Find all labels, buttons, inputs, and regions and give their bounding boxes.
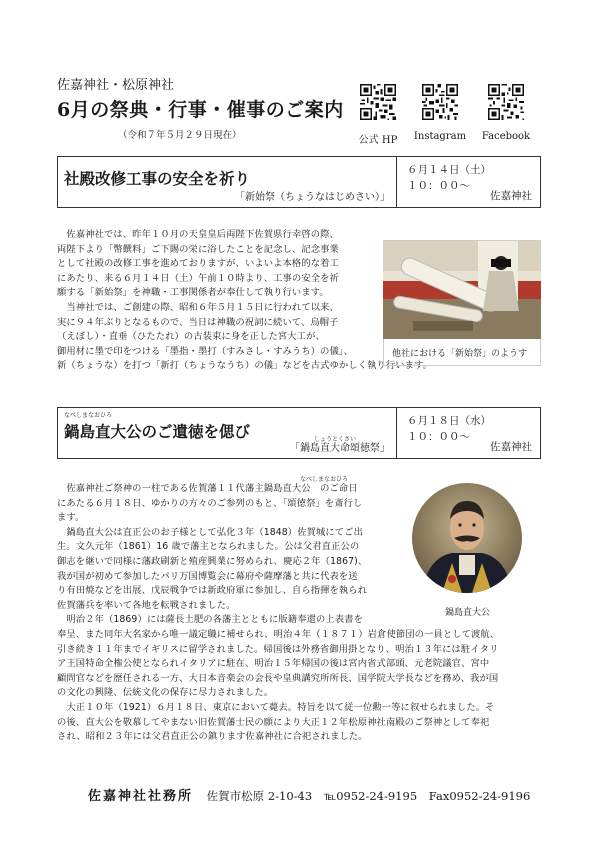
text-line: にあたる６月１８日、ゆかりの方々のご参列のもと、「頌徳祭」を斎行し (57, 497, 363, 509)
event1-place: 佐嘉神社 (490, 190, 532, 202)
event2-title: 鍋島直大公のご遺徳を偲び (64, 423, 251, 441)
event1-schedule-cell (397, 157, 540, 207)
text-line: にあたり、来る６月１４日（土）午前１０時より、工事の安全を祈 (57, 272, 339, 284)
text-line: として社殿の改修工事を進めておりますが、いよいよ本格的な着工 (57, 258, 339, 270)
qr-label: 公式 HP (358, 135, 398, 146)
event1-subtitle: 「新始祭（ちょうなはじめさい）」 (235, 192, 390, 203)
event2-title-cell (58, 408, 397, 458)
text-line: 両陛下より「幣饌料」ご下賜の栄に浴したことを記念し、記念事業 (57, 243, 339, 255)
footer-tel: ℡0952-24-9195 (323, 789, 418, 803)
qr-code-icon (360, 84, 396, 120)
event2-box (57, 407, 541, 459)
footer-fax: Fax0952-24-9196 (428, 789, 531, 803)
text-line: 佐嘉神社ご祭神の一柱である佐賀藩１１代藩主鍋島直大公 のご命日 (57, 483, 358, 494)
event1-time: １０：００～ (407, 180, 470, 192)
text-line: 引き続き１１年までイギリスに留学されました。帰国後は外務省御用掛となり、明治１３年には駐イタリ (57, 643, 499, 655)
text-line: 佐嘉神社では、昨年１０月の天皇皇后両陛下佐賀県行幸啓の際、 (57, 229, 339, 240)
as-of-date: （令和７年５月２９日現在） (118, 130, 242, 141)
ceremony-photo (383, 241, 541, 339)
text-line: 大正１０年（1921）６月１８日、東京において薨去。特旨を以て従一位勲一等に叙せられました。そ (57, 701, 495, 713)
event2-schedule-cell (397, 408, 540, 458)
shrine-names: 佐嘉神社・松原神社 (57, 78, 175, 93)
subtitle-ruby: しょうとくさい (313, 436, 356, 443)
text-line: され、昭和２３年には父君直正公の鎮ります佐嘉神社に合祀されました。 (57, 731, 368, 743)
event1-title-cell (58, 157, 397, 207)
event1-box (57, 156, 541, 208)
text-line: の後、直大公を敬慕してやまない旧佐賀藩士民の願により大正１２年松原神社南殿のご祭神として奉祀 (57, 716, 490, 728)
qr-code-icon (488, 84, 524, 120)
text-line: ます。 (57, 512, 85, 524)
text-line: 願する「新始祭」を神職・工事関係者が奉仕して執り行います。 (57, 287, 329, 299)
footer-address: 佐賀市松原 2-10-43 (206, 789, 313, 803)
title-ruby: なべしまなおひろ (64, 412, 113, 419)
text-line: 実に９４年ぶりとなるもので、当日は神職の祝詞に続いて、烏帽子 (57, 316, 339, 328)
event2-time: １０：００～ (407, 431, 470, 443)
footer-org: 佐嘉神社社務所 (88, 789, 194, 804)
page-title: 6月の祭典・行事・催事のご案内 (57, 99, 344, 121)
event2-subtitle: 「鍋島直大命頌徳祭」 (290, 443, 390, 454)
event2-date: ６月１８日（水） (407, 415, 491, 427)
event1-date: ６月１４日（土） (407, 164, 491, 176)
event2-place: 佐嘉神社 (490, 441, 532, 453)
text-line: 当神社では、ご創建の際、昭和６年５月１５日に行われて以来、 (57, 301, 339, 313)
portrait-caption: 鍋島直大公 (445, 608, 491, 618)
name-ruby: なべしまなおひろ (300, 476, 349, 483)
text-line: 佐賀藩兵を率いて各地を転戦されました。 (57, 599, 236, 611)
text-line: ア王国特命全権公使となられイタリアに駐在、明治１５年帰国の後は宮内省式部頭、元老院議官、宮中 (57, 658, 490, 670)
ceremony-photo-caption: 他社における「新始祭」のようす (392, 349, 528, 359)
qr-instagram[interactable] (405, 84, 475, 142)
qr-facebook[interactable] (471, 84, 541, 142)
text-line: 御志を継いで同様に藩政刷新と殖産興業に努められ、慶応２年（1867)、 (57, 555, 368, 567)
footer (88, 785, 530, 804)
text-line: り有田焼などを出展、戊辰戦争では新政府軍に参加し、自ら指揮を執られ (57, 585, 368, 597)
text-line: 奉呈、また同年大名家から唯一議定職に補せられ、明治４年（１８７１）岩倉使節団の一員として渡航、 (57, 628, 500, 640)
portrait-photo (412, 483, 522, 593)
text-line: （えぼし）・直垂（ひたたれ）の古装束に身を正した宮大工が、 (57, 331, 325, 343)
qr-label: Instagram (413, 131, 467, 142)
text-line: 顧問官などを歴任される一方、大日本音楽会の会長や皇典講究所所長、国学院大学長などを務め、我が国 (57, 672, 499, 684)
text-line: 我が国が初めて参加したパリ万国博覧会に幕府や薩摩藩と共に代表を送 (57, 570, 358, 582)
text-line: 鍋島直大公は直正公のお子様として弘化３年（1848）佐賀城にてご出 (57, 526, 363, 538)
text-line: 御用材に墨で印をつける「墨指・墨打（すみさし・すみうち）の儀」、 (57, 345, 354, 357)
qr-label: Facebook (481, 131, 531, 142)
qr-code-icon (422, 84, 458, 120)
text-line: 明治２年（1869）には薩長土肥の各藩主とともに版籍奉還の上表書を (57, 614, 363, 626)
text-line: 新（ちょうな）を打つ「新打（ちょうなうち）の儀」などを古式ゆかしく執り行います。 (57, 360, 433, 372)
event1-description (57, 228, 432, 374)
text-line: の文化の興隆、伝統文化の保存に尽力されました。 (57, 687, 274, 699)
event1-title: 社殿改修工事の安全を祈り (64, 170, 251, 188)
text-line: 生。文久元年（1861）16 歳で藩主となられました。公は父君直正公の (57, 541, 360, 553)
qr-official-hp[interactable] (343, 84, 413, 146)
